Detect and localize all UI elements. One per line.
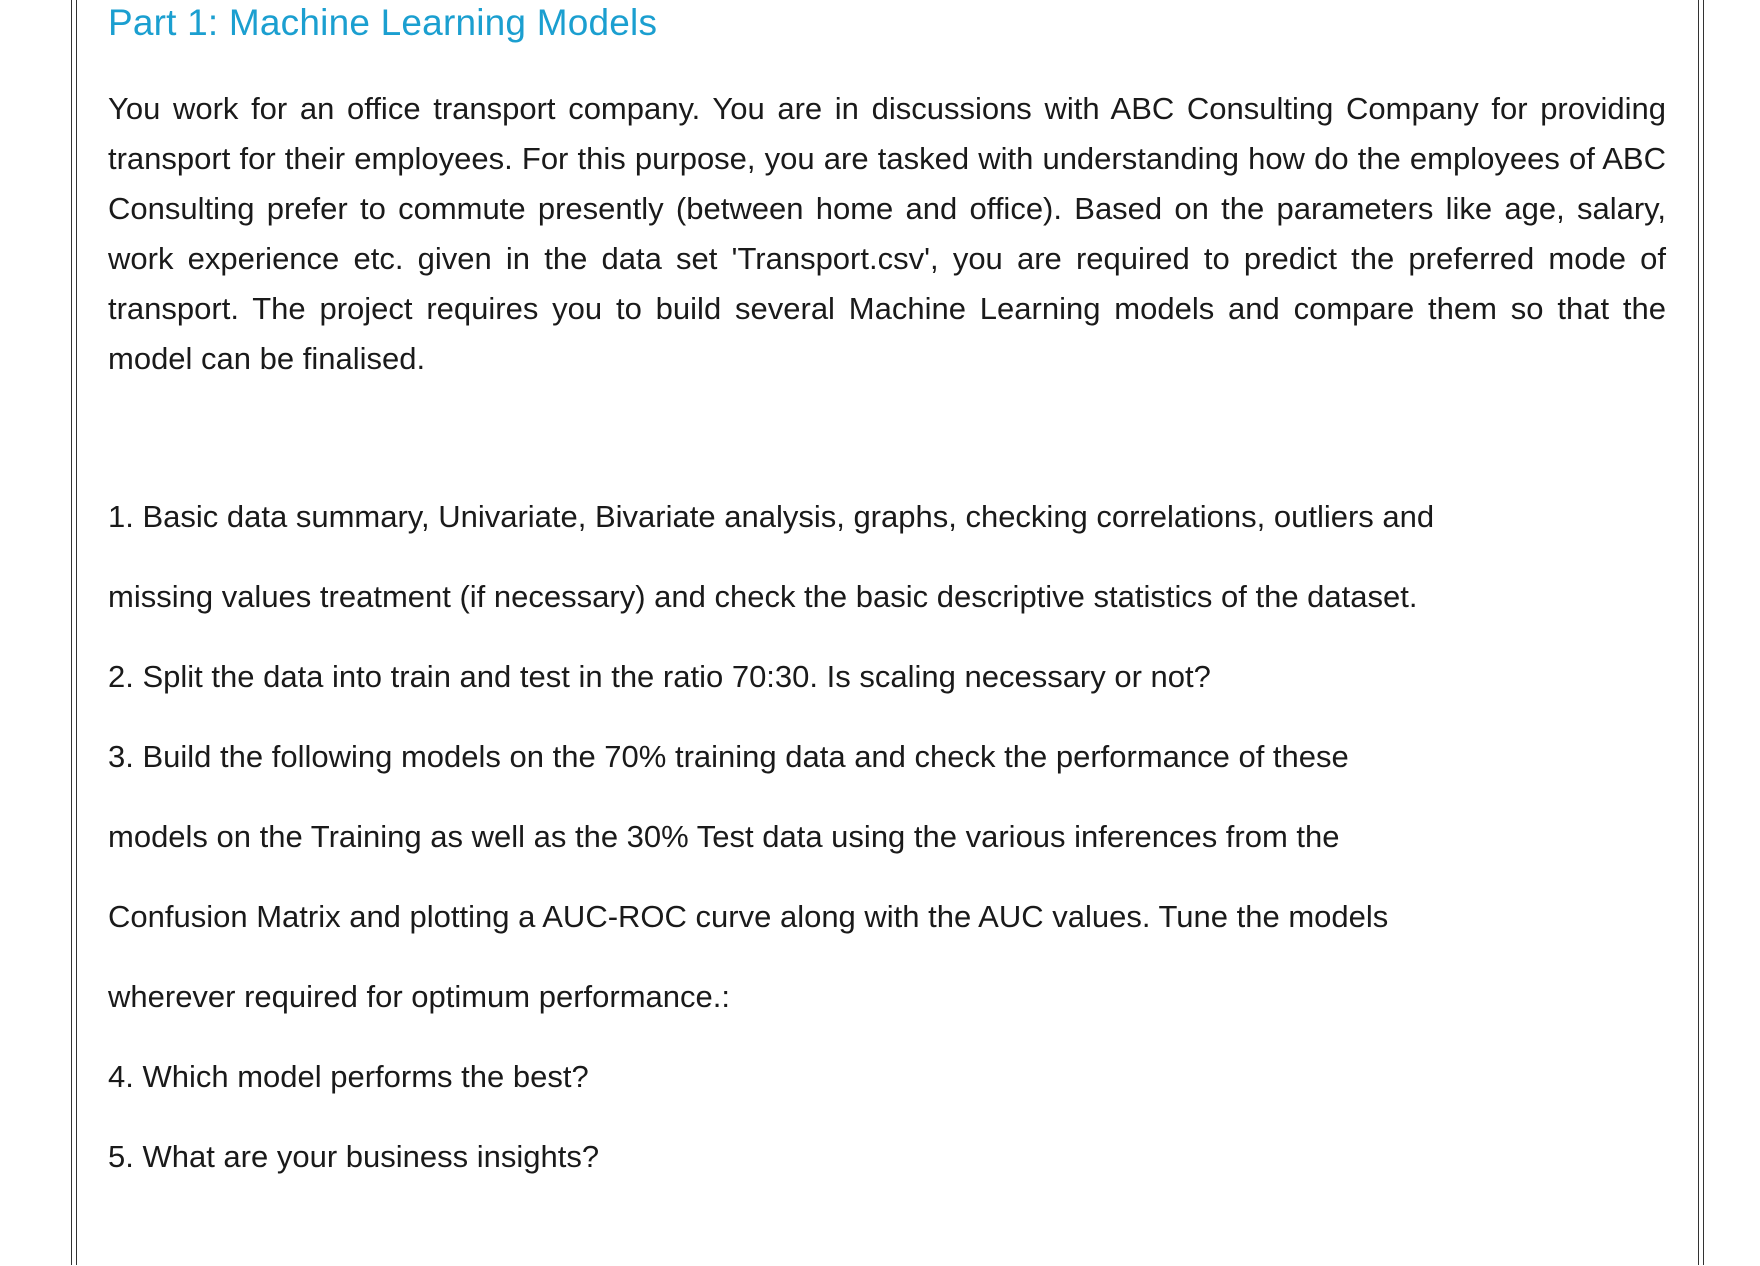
- task-line: Confusion Matrix and plotting a AUC-ROC curve along with the AUC values. Tune the models: [108, 899, 1389, 934]
- page-border-left-inner: [76, 0, 77, 1265]
- task-line: 3. Build the following models on the 70% training data and check the performance of these: [108, 739, 1349, 774]
- intro-paragraph: You work for an office transport company. You are in discussions with ABC Consulting Company for providing transport for their employees. For this purpose, you are tasked with understanding how do the employees of ABC Consulting prefer to commute presently (between home and office). Based on the parameters like age, salary, work experience etc. given in the data set 'Transport.csv', you are required to predict the preferred mode of transport. The project requires you to build several Machine Learning models and compare them so that the model can be finalised.: [108, 91, 1666, 376]
- task-line: missing values treatment (if necessary) and check the basic descriptive statistics of the dataset.: [108, 579, 1418, 614]
- task-line: 5. What are your business insights?: [108, 1139, 600, 1174]
- task-line: wherever required for optimum performance.:: [108, 979, 730, 1014]
- task-line: 1. Basic data summary, Univariate, Bivariate analysis, graphs, checking correlations, outliers and: [108, 499, 1435, 534]
- task-list: [108, 492, 1666, 1212]
- task-line: models on the Training as well as the 30% Test data using the various inferences from the: [108, 819, 1340, 854]
- page-border-right-inner: [1698, 0, 1699, 1265]
- page-border-right-outer: [1703, 0, 1704, 1265]
- task-line: 2. Split the data into train and test in the ratio 70:30. Is scaling necessary or not?: [108, 659, 1211, 694]
- task-line: 4. Which model performs the best?: [108, 1059, 589, 1094]
- section-heading: Part 1: Machine Learning Models: [108, 2, 658, 43]
- page-border-left-outer: [71, 0, 72, 1265]
